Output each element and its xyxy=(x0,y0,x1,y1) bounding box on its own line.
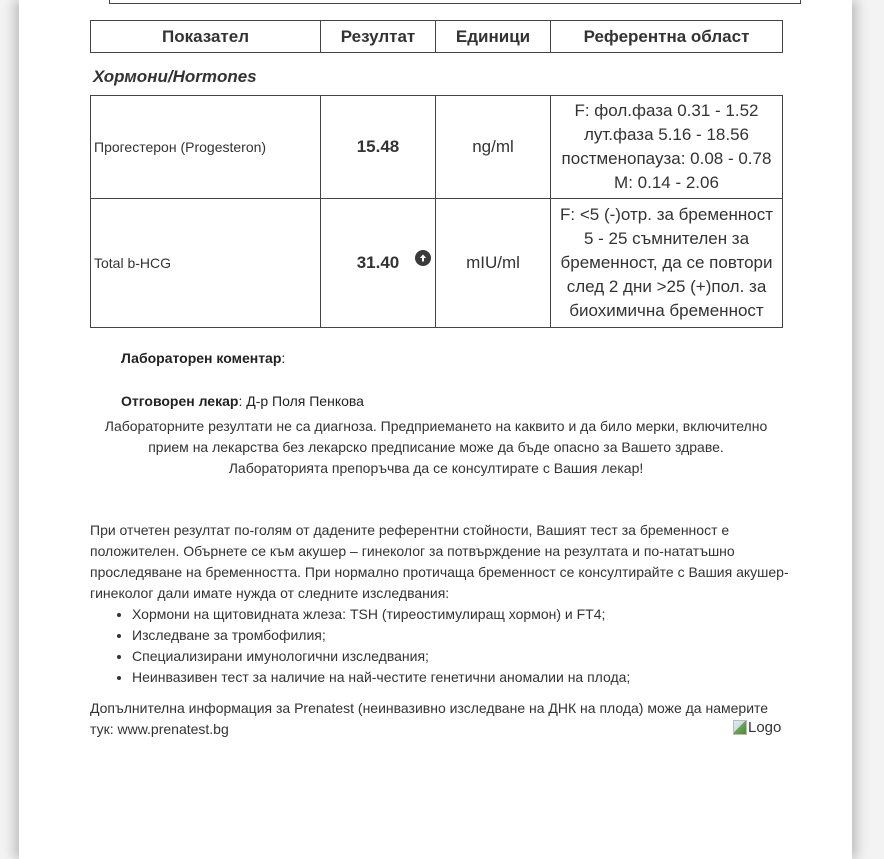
test-value-text: 31.40 xyxy=(356,253,400,272)
test-name: Total b-HCG xyxy=(91,199,321,328)
colon: : xyxy=(238,393,247,409)
column-header-indicator: Показател xyxy=(91,21,321,53)
prenatest-info: Допълнителна информация за Prenatest (неинвазивно изследване на ДНК на плода) може да намерите тук: www.prenatest.bg xyxy=(90,700,769,737)
doctor-label: Отговорен лекар xyxy=(121,393,239,409)
results-table xyxy=(90,95,783,328)
logo-alt-text: Logo xyxy=(748,719,782,736)
reference-line: 5 - 25 съмнителен за xyxy=(583,229,750,248)
lab-comment xyxy=(121,350,285,366)
results-table-header xyxy=(90,20,783,53)
list-item: • Специализирани имунологични изследвания; xyxy=(132,646,790,667)
test-reference-range xyxy=(551,96,783,199)
pregnancy-info xyxy=(90,520,790,688)
column-header-result: Резултат xyxy=(321,21,436,53)
reference-line: бременност, да се повтори xyxy=(560,253,773,272)
reference-line: постменопауза: 0.08 - 0.78 xyxy=(561,149,772,168)
reference-line: лут.фаза 5.16 - 18.56 xyxy=(583,125,749,144)
section-title-hormones: Хормони/Hormones xyxy=(93,67,257,86)
test-unit: mIU/ml xyxy=(436,199,551,328)
list-item: • Неинвазивен тест за наличие на най-честите генетични аномалии на плода; xyxy=(132,667,790,688)
table-row xyxy=(91,199,783,328)
test-name: Прогестерон (Progesteron) xyxy=(91,96,321,199)
colon: : xyxy=(281,350,286,366)
column-header-units: Единици xyxy=(436,21,551,53)
test-value xyxy=(321,96,436,199)
up-arrow-icon xyxy=(415,250,431,266)
list-item: • Хормони на щитовидната жлеза: TSH (тиреостимулиращ хормон) и FT4; xyxy=(132,604,790,625)
recommended-tests-list xyxy=(90,604,790,688)
list-item: • Изследване за тромбофилия; xyxy=(132,625,790,646)
test-unit: ng/ml xyxy=(436,96,551,199)
info-paragraph: При отчетен резултат по-голям от дадените референтни стойности, Вашият тест за бременност е положителен. Обърнете се към акушер – гинеколог за потвърждение на резултата и по-нататъшно проследяване на бременността. При нормално протичаща бременност се консултирайте с Вашия акушер-гинеколог дали имате нужда от следните изследвания: xyxy=(90,522,789,601)
reference-line: F: <5 (-)отр. за бременност xyxy=(560,205,773,224)
test-value-text: 15.48 xyxy=(356,137,400,156)
reference-line: след 2 дни >25 (+)пол. за xyxy=(566,277,767,296)
reference-line: F: фол.фаза 0.31 - 1.52 xyxy=(574,101,759,120)
test-value xyxy=(321,199,436,328)
doctor-name: Д-р Поля Пенкова xyxy=(246,393,364,409)
logo-image-placeholder xyxy=(733,719,781,736)
column-header-reference: Референтна област xyxy=(551,21,783,53)
responsible-doctor xyxy=(121,393,364,409)
previous-table-bottom xyxy=(109,0,801,4)
lab-comment-label: Лабораторен коментар xyxy=(121,350,282,366)
table-row xyxy=(91,96,783,199)
reference-line: M: 0.14 - 2.06 xyxy=(614,173,719,192)
broken-image-icon xyxy=(733,720,747,735)
disclaimer-text: Лабораторните резултати не са диагноза. Предприемането на каквито и да било мерки, включително прием на лекарства без лекарско предписание може да бъде опасно за Вашето здраве. Лабораторията препоръчва да се консултирате с Вашия лекар! xyxy=(104,418,768,476)
test-reference-range xyxy=(551,199,783,328)
reference-line: биохимична бременност xyxy=(569,301,764,320)
